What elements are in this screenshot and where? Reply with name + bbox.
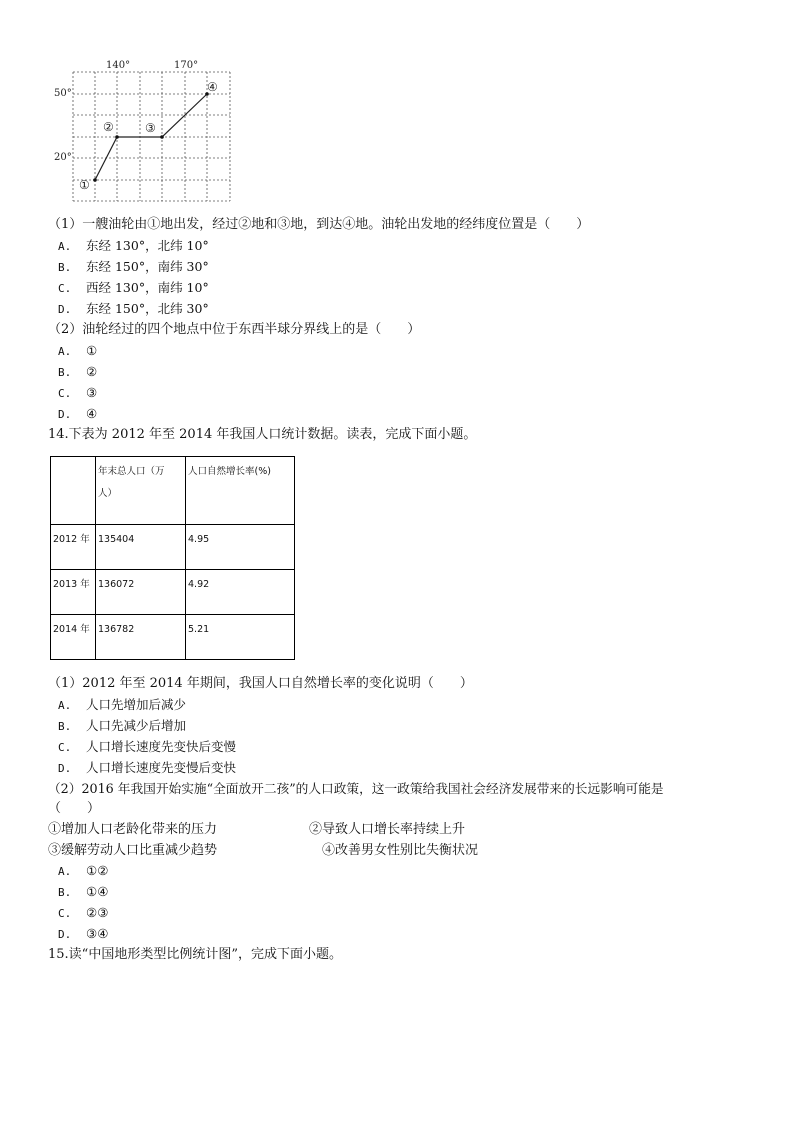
option-text: 人口增长速度先变慢后变快	[86, 760, 237, 775]
q13-sub1-option-a	[58, 237, 209, 256]
q15-intro: 15.读“中国地形类型比例统计图”，完成下面小题。	[48, 947, 342, 962]
option-text: ④	[86, 406, 98, 421]
route-map	[50, 58, 250, 208]
option-text: ②③	[86, 905, 109, 920]
header-line: 年末总人口（万	[98, 466, 165, 477]
option-text: 东经 130°，北纬 10°	[86, 238, 209, 253]
option-key: D.	[58, 762, 72, 775]
lat-label-50: 50°	[54, 88, 72, 99]
q14-sub1-option-b	[58, 717, 186, 736]
q14-sub1-option-d	[58, 759, 236, 778]
table-cell-year: 2013 年	[51, 570, 96, 615]
option-text: 人口先增加后减少	[86, 697, 187, 712]
q14-sub2-option-a	[58, 862, 108, 881]
header-line: 人）	[98, 488, 118, 499]
q13-sub2-stem: （2）油轮经过的四个地点中位于东西半球分界线上的是（ ）	[48, 322, 421, 337]
table-row	[51, 615, 295, 660]
table-cell-growth-rate: 4.95	[186, 525, 295, 570]
q13-sub2-option-d	[58, 405, 97, 424]
lat-label-20: 20°	[54, 152, 72, 163]
table-header-cell-population	[96, 457, 186, 525]
option-key: B.	[58, 720, 72, 733]
q13-sub1-option-d	[58, 300, 209, 319]
table-cell-population: 135404	[96, 525, 186, 570]
q14-sub2-option-c	[58, 904, 108, 923]
option-text: 西经 130°，南纬 10°	[86, 280, 209, 295]
point-label-2: ②	[103, 120, 114, 134]
table-cell-year: 2012 年	[51, 525, 96, 570]
option-key: D.	[58, 408, 72, 421]
table-cell-population: 136072	[96, 570, 186, 615]
option-text: 东经 150°，北纬 30°	[86, 301, 209, 316]
option-key: C.	[58, 907, 72, 920]
option-text: 人口增长速度先变快后变慢	[86, 739, 237, 754]
option-key: A.	[58, 240, 72, 253]
option-text: ③	[86, 385, 98, 400]
table-header-cell-empty	[51, 457, 96, 525]
q14-sub2-option-d	[58, 925, 108, 944]
table-cell-year: 2014 年	[51, 615, 96, 660]
table-header-cell-growth-rate: 人口自然增长率(%)	[186, 457, 295, 525]
point-label-3: ③	[145, 121, 156, 135]
option-key: B.	[58, 886, 72, 899]
option-text: 东经 150°，南纬 30°	[86, 259, 209, 274]
option-text: ③④	[86, 926, 109, 941]
table-row	[51, 570, 295, 615]
q14-sub1-option-c	[58, 738, 236, 757]
table-row	[51, 525, 295, 570]
route-point-1	[93, 178, 97, 182]
q14-sub2-option-b	[58, 883, 108, 902]
option-key: B.	[58, 261, 72, 274]
table-cell-growth-rate: 5.21	[186, 615, 295, 660]
q13-sub2-option-a	[58, 342, 97, 361]
table-cell-growth-rate: 4.92	[186, 570, 295, 615]
q14-sub2-statement-2: ②导致人口增长率持续上升	[309, 822, 466, 837]
q13-sub1-option-b	[58, 258, 209, 277]
option-key: A.	[58, 865, 72, 878]
table-cell-population: 136782	[96, 615, 186, 660]
q14-sub2-statement-3: ③缓解劳动人口比重减少趋势	[48, 843, 218, 858]
q14-intro: 14.下表为 2012 年至 2014 年我国人口统计数据。读表，完成下面小题。	[48, 427, 477, 442]
q14-sub2-statement-4: ④改善男女性别比失衡状况	[322, 843, 479, 858]
point-label-1: ①	[79, 178, 90, 192]
q13-sub2-option-c	[58, 384, 97, 403]
population-table	[50, 456, 295, 660]
option-key: A.	[58, 699, 72, 712]
option-key: D.	[58, 303, 72, 316]
q14-sub1-stem: （1）2012 年至 2014 年期间，我国人口自然增长率的变化说明（ ）	[48, 676, 473, 691]
option-key: C.	[58, 282, 72, 295]
option-key: C.	[58, 387, 72, 400]
option-key: C.	[58, 741, 72, 754]
q13-sub1-option-c	[58, 279, 209, 298]
option-key: D.	[58, 928, 72, 941]
option-text: ②	[86, 364, 98, 379]
q13-sub1-stem: （1）一艘油轮由①地出发，经过②地和③地，到达④地。油轮出发地的经纬度位置是（ ）	[48, 217, 590, 232]
option-text: ①④	[86, 884, 109, 899]
option-text: ①	[86, 343, 98, 358]
option-text: ①②	[86, 863, 109, 878]
q14-sub1-option-a	[58, 696, 186, 715]
lon-label-140: 140°	[106, 60, 131, 71]
table-header-row	[51, 457, 295, 525]
q13-sub2-option-b	[58, 363, 97, 382]
option-key: A.	[58, 345, 72, 358]
option-text: 人口先减少后增加	[86, 718, 187, 733]
q14-sub2-paren: （ ）	[48, 801, 101, 816]
option-key: B.	[58, 366, 72, 379]
route-point-3	[160, 135, 164, 139]
q14-sub2-statement-1: ①增加人口老龄化带来的压力	[48, 822, 218, 837]
lon-label-170: 170°	[174, 60, 199, 71]
point-label-4: ④	[207, 80, 218, 94]
q14-sub2-stem: （2）2016 年我国开始实施“全面放开二孩”的人口政策，这一政策给我国社会经济发展带来的长远影响可能是	[48, 781, 664, 796]
route-point-2	[115, 135, 119, 139]
